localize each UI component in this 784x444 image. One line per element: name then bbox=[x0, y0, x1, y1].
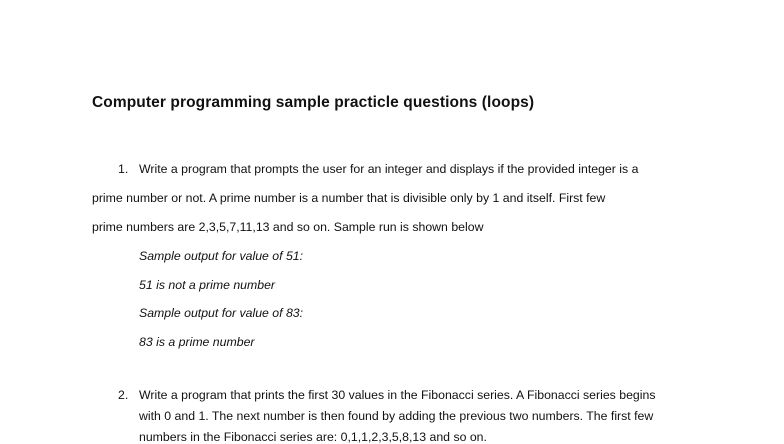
question-2-line-2: with 0 and 1. The next number is then found by adding the previous two numbers. The first few bbox=[139, 409, 654, 423]
sample-output-result-1: 51 is not a prime number bbox=[139, 278, 276, 292]
sample-output-result-2: 83 is a prime number bbox=[139, 335, 255, 349]
question-2-line-1: Write a program that prints the first 30 values in the Fibonacci series. A Fibonacci series begins bbox=[139, 388, 656, 402]
question-1-number: 1. bbox=[118, 162, 129, 176]
question-2-line-3: numbers in the Fibonacci series are: 0,1,1,2,3,5,8,13 and so on. bbox=[139, 430, 487, 444]
question-1-line-3: prime numbers are 2,3,5,7,11,13 and so on. Sample run is shown below bbox=[92, 220, 484, 234]
sample-output-label-2: Sample output for value of 83: bbox=[139, 306, 304, 320]
document-title: Computer programming sample practicle questions (loops) bbox=[92, 94, 535, 111]
question-1-line-1: Write a program that prompts the user for an integer and displays if the provided integer is a bbox=[139, 162, 639, 176]
question-1-line-2: prime number or not. A prime number is a number that is divisible only by 1 and itself. First few bbox=[92, 191, 606, 205]
sample-output-label-1: Sample output for value of 51: bbox=[139, 249, 304, 263]
question-2-number: 2. bbox=[118, 388, 129, 402]
